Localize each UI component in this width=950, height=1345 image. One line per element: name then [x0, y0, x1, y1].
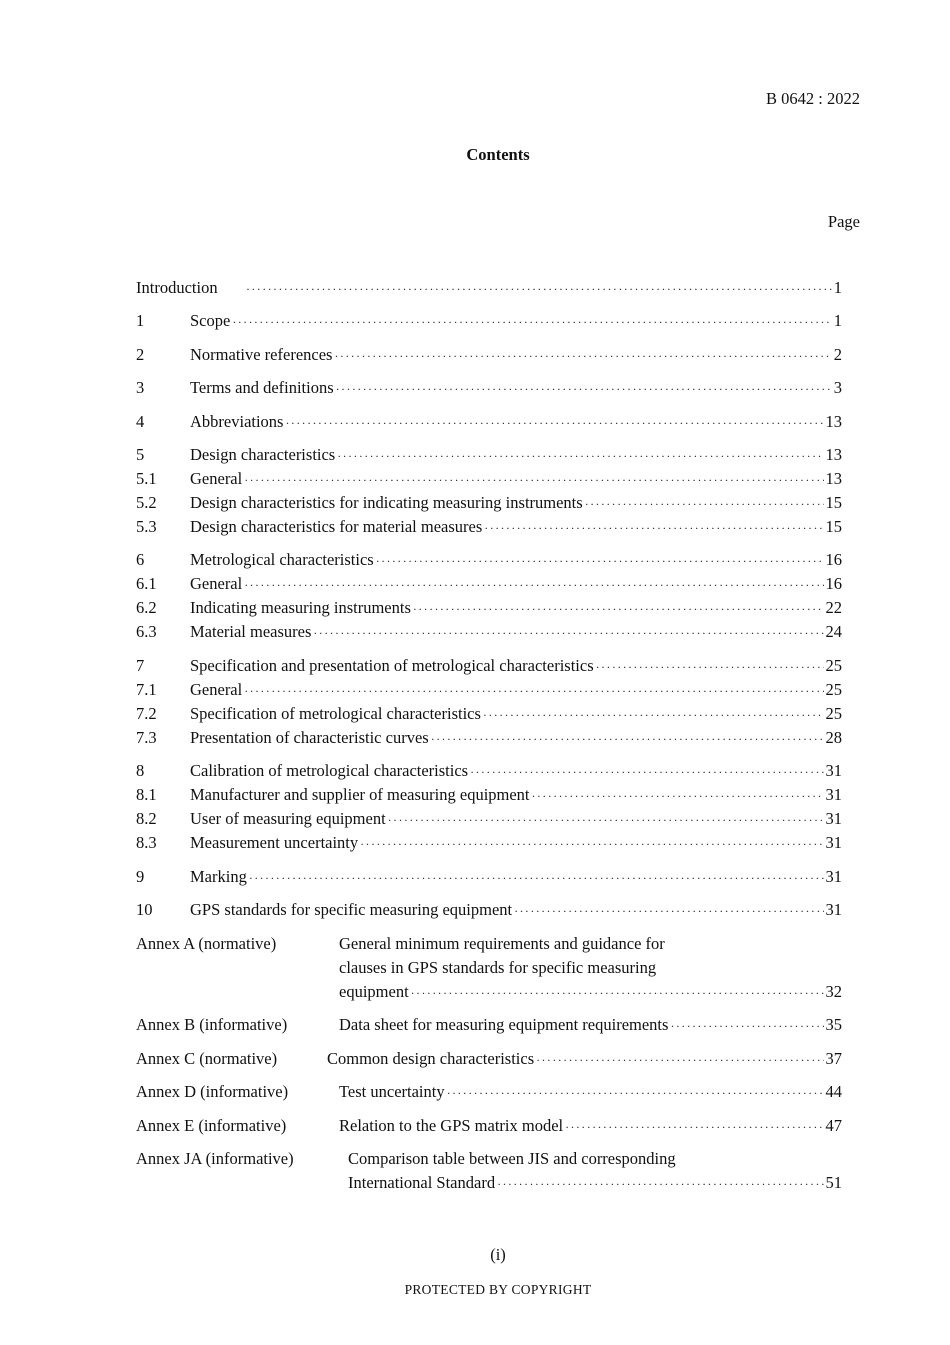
annex-label: Annex B (informative): [136, 1015, 288, 1034]
toc-entry[interactable]: [136, 621, 842, 643]
toc-entry-number: 8: [136, 761, 145, 780]
annex-label: Annex A (normative): [136, 934, 277, 953]
toc-entry-page: 28: [825, 728, 842, 747]
toc-entry-number: 5.3: [136, 517, 157, 536]
toc-entry-title: Material measures: [190, 622, 312, 641]
toc-entry-number: 10: [136, 900, 153, 919]
toc-entry-page: 15: [825, 517, 842, 536]
toc-entry[interactable]: [136, 411, 842, 433]
toc-entry-page: 31: [825, 761, 842, 780]
toc-entry-number: 6.3: [136, 622, 157, 641]
toc-entry-title: Specification of metrological characteristics: [190, 704, 481, 723]
toc-entry-page: 31: [825, 867, 842, 886]
toc-entry[interactable]: [136, 655, 842, 677]
toc-entry-page: 31: [825, 833, 842, 852]
toc-entry-page: 51: [825, 1173, 842, 1192]
toc-entry-page: 25: [825, 680, 842, 699]
annex-title-line: Test uncertainty: [339, 1082, 445, 1101]
dot-leader: [483, 703, 824, 726]
toc-entry-title: Design characteristics: [190, 445, 336, 464]
dot-leader: [536, 1048, 823, 1071]
dot-leader: [413, 597, 824, 620]
toc-entry[interactable]: [136, 703, 842, 725]
toc-entry-annex-c[interactable]: [327, 1048, 842, 1070]
toc-entry-page: 16: [825, 574, 842, 593]
toc-entry-number: 5.2: [136, 493, 157, 512]
toc-entry-number: 7.3: [136, 728, 157, 747]
dot-leader: [244, 679, 823, 702]
toc-entry-title: Specification and presentation of metrological characteristics: [190, 656, 594, 675]
toc-entry-number: 2: [136, 345, 145, 364]
toc-entry[interactable]: [136, 377, 842, 399]
annex-title-line: International Standard: [348, 1173, 496, 1192]
dot-leader: [336, 377, 832, 400]
toc-entry-page: 13: [825, 445, 842, 464]
dot-leader: [246, 277, 832, 300]
toc-entry-title: Marking: [190, 867, 247, 886]
toc-entry-page: 15: [825, 493, 842, 512]
toc-entry[interactable]: [136, 597, 842, 619]
page-column-label: Page: [827, 212, 860, 231]
dot-leader: [565, 1115, 823, 1138]
toc-entry-page: 44: [825, 1082, 842, 1101]
toc-entry-page: 35: [825, 1015, 842, 1034]
toc-entry-page: 31: [825, 900, 842, 919]
annex-label: Annex D (informative): [136, 1082, 289, 1101]
annex-label: Annex JA (informative): [136, 1149, 294, 1168]
dot-leader: [232, 310, 831, 333]
dot-leader: [376, 549, 824, 572]
dot-leader: [596, 655, 824, 678]
toc-entry-page: 31: [825, 809, 842, 828]
toc-entry-title: Metrological characteristics: [190, 550, 374, 569]
toc-entry-number: 7.2: [136, 704, 157, 723]
annex-title-line: Common design characteristics: [327, 1049, 535, 1068]
annex-title-line: clauses in GPS standards for specific measuring: [339, 958, 657, 977]
toc-entry-title: General: [190, 574, 243, 593]
document-number: B 0642 : 2022: [766, 89, 860, 108]
toc-entry[interactable]: [136, 516, 842, 538]
toc-entry-title: General: [190, 469, 243, 488]
toc-entry-page: 13: [825, 412, 842, 431]
dot-leader: [388, 808, 824, 831]
dot-leader: [337, 444, 823, 467]
toc-entry-number: 3: [136, 378, 145, 397]
toc-entry-annex-b[interactable]: [339, 1014, 842, 1036]
toc-entry-title: Indicating measuring instruments: [190, 598, 411, 617]
toc-entry[interactable]: [136, 468, 842, 490]
footer-page-number: (i): [490, 1245, 506, 1264]
toc-entry-page: 22: [825, 598, 842, 617]
toc-entry-number: 8.2: [136, 809, 157, 828]
toc-entry-title: Presentation of characteristic curves: [190, 728, 429, 747]
toc-entry-number: 8.3: [136, 833, 157, 852]
toc-entry[interactable]: [136, 727, 842, 749]
toc-entry-page: 31: [825, 785, 842, 804]
toc-entry[interactable]: [136, 344, 842, 366]
toc-entry[interactable]: [136, 310, 842, 332]
toc-entry-title: GPS standards for specific measuring equipment: [190, 900, 513, 919]
dot-leader: [285, 411, 823, 434]
toc-entry-title: Calibration of metrological characteristics: [190, 761, 469, 780]
toc-entry-page: 37: [825, 1049, 842, 1068]
dot-leader: [313, 621, 823, 644]
toc-entry-number: 1: [136, 311, 145, 330]
toc-entry[interactable]: [136, 784, 842, 806]
annex-title-line: Relation to the GPS matrix model: [339, 1116, 564, 1135]
toc-entry[interactable]: [136, 679, 842, 701]
toc-entry-page: 32: [825, 982, 842, 1001]
toc-entry-page: 25: [825, 656, 842, 675]
dot-leader: [334, 344, 831, 367]
toc-entry-number: 9: [136, 867, 145, 886]
toc-entry-number: 7: [136, 656, 145, 675]
toc-entry-page: 25: [825, 704, 842, 723]
toc-entry-title: User of measuring equipment: [190, 809, 386, 828]
toc-entry[interactable]: [136, 444, 842, 466]
toc-entry-number: 5.1: [136, 469, 157, 488]
toc-entry-title: Terms and definitions: [190, 378, 334, 397]
toc-entry-page: 24: [825, 622, 842, 641]
copyright-notice: PROTECTED BY COPYRIGHT: [404, 1282, 592, 1297]
contents-heading: Contents: [466, 145, 530, 164]
toc-entry[interactable]: [136, 866, 842, 888]
dot-leader: [585, 492, 824, 515]
toc-entry-page: 1: [833, 278, 842, 297]
toc-entry-introduction[interactable]: Introduction ····· 1: [136, 277, 842, 299]
toc-entry-annex-a[interactable]: [339, 981, 842, 1003]
toc-entry-title: General: [190, 680, 243, 699]
dot-leader: [484, 516, 823, 539]
annex-title-line: Data sheet for measuring equipment requirements: [339, 1015, 669, 1034]
toc-entry[interactable]: [136, 832, 842, 854]
toc-entry-page: 1: [833, 311, 842, 330]
toc-entry-page: 16: [825, 550, 842, 569]
toc-entry-title: Scope: [190, 311, 231, 330]
dot-leader: [360, 832, 823, 855]
annex-title-line: General minimum requirements and guidance for: [339, 934, 665, 953]
toc-entry-title: Design characteristics for material measures: [190, 517, 483, 536]
toc-entry[interactable]: [136, 760, 842, 782]
toc-entry-number: 7.1: [136, 680, 157, 699]
toc-entry-annex-e[interactable]: [339, 1115, 842, 1137]
annex-label: Annex C (normative): [136, 1049, 278, 1068]
toc-entry-title: Design characteristics for indicating measuring instruments: [190, 493, 583, 512]
annex-label: Annex E (informative): [136, 1116, 287, 1135]
toc-entry-number: 6: [136, 550, 145, 569]
toc-entry-number: 6.2: [136, 598, 157, 617]
dot-leader: [447, 1081, 824, 1104]
toc-entry-annex-d[interactable]: [339, 1081, 842, 1103]
toc-entry-page: 13: [825, 469, 842, 488]
dot-leader: [244, 573, 823, 596]
dot-leader: [470, 760, 823, 783]
dot-leader: [411, 981, 824, 1004]
toc-entry-number: 8.1: [136, 785, 157, 804]
annex-title-line: Comparison table between JIS and corresponding: [348, 1149, 676, 1168]
dot-leader: [249, 866, 824, 889]
toc-entry[interactable]: [136, 573, 842, 595]
dot-leader: [431, 727, 824, 750]
toc-entry-page: 47: [825, 1116, 842, 1135]
toc-entry-page: 2: [833, 345, 842, 364]
toc-entry[interactable]: [136, 549, 842, 571]
annex-title-line: equipment: [339, 982, 409, 1001]
toc-entry[interactable]: [136, 899, 842, 921]
toc-entry-number: 5: [136, 445, 145, 464]
toc-entry-number: 4: [136, 412, 145, 431]
dot-leader: [497, 1172, 823, 1195]
toc-entry[interactable]: [136, 808, 842, 830]
dot-leader: [532, 784, 824, 807]
toc-entry-title: Manufacturer and supplier of measuring equipment: [190, 785, 530, 804]
toc-entry-title: Measurement uncertainty: [190, 833, 359, 852]
dot-leader: [244, 468, 823, 491]
toc-entry-title: Abbreviations: [190, 412, 284, 431]
toc-entry[interactable]: [136, 492, 842, 514]
toc-entry-number: 6.1: [136, 574, 157, 593]
dot-leader: [670, 1014, 823, 1037]
toc-entry-title: Normative references: [190, 345, 333, 364]
toc-entry-page: 3: [833, 378, 842, 397]
dot-leader: [514, 899, 823, 922]
toc-entry-annex-ja[interactable]: [348, 1172, 842, 1194]
